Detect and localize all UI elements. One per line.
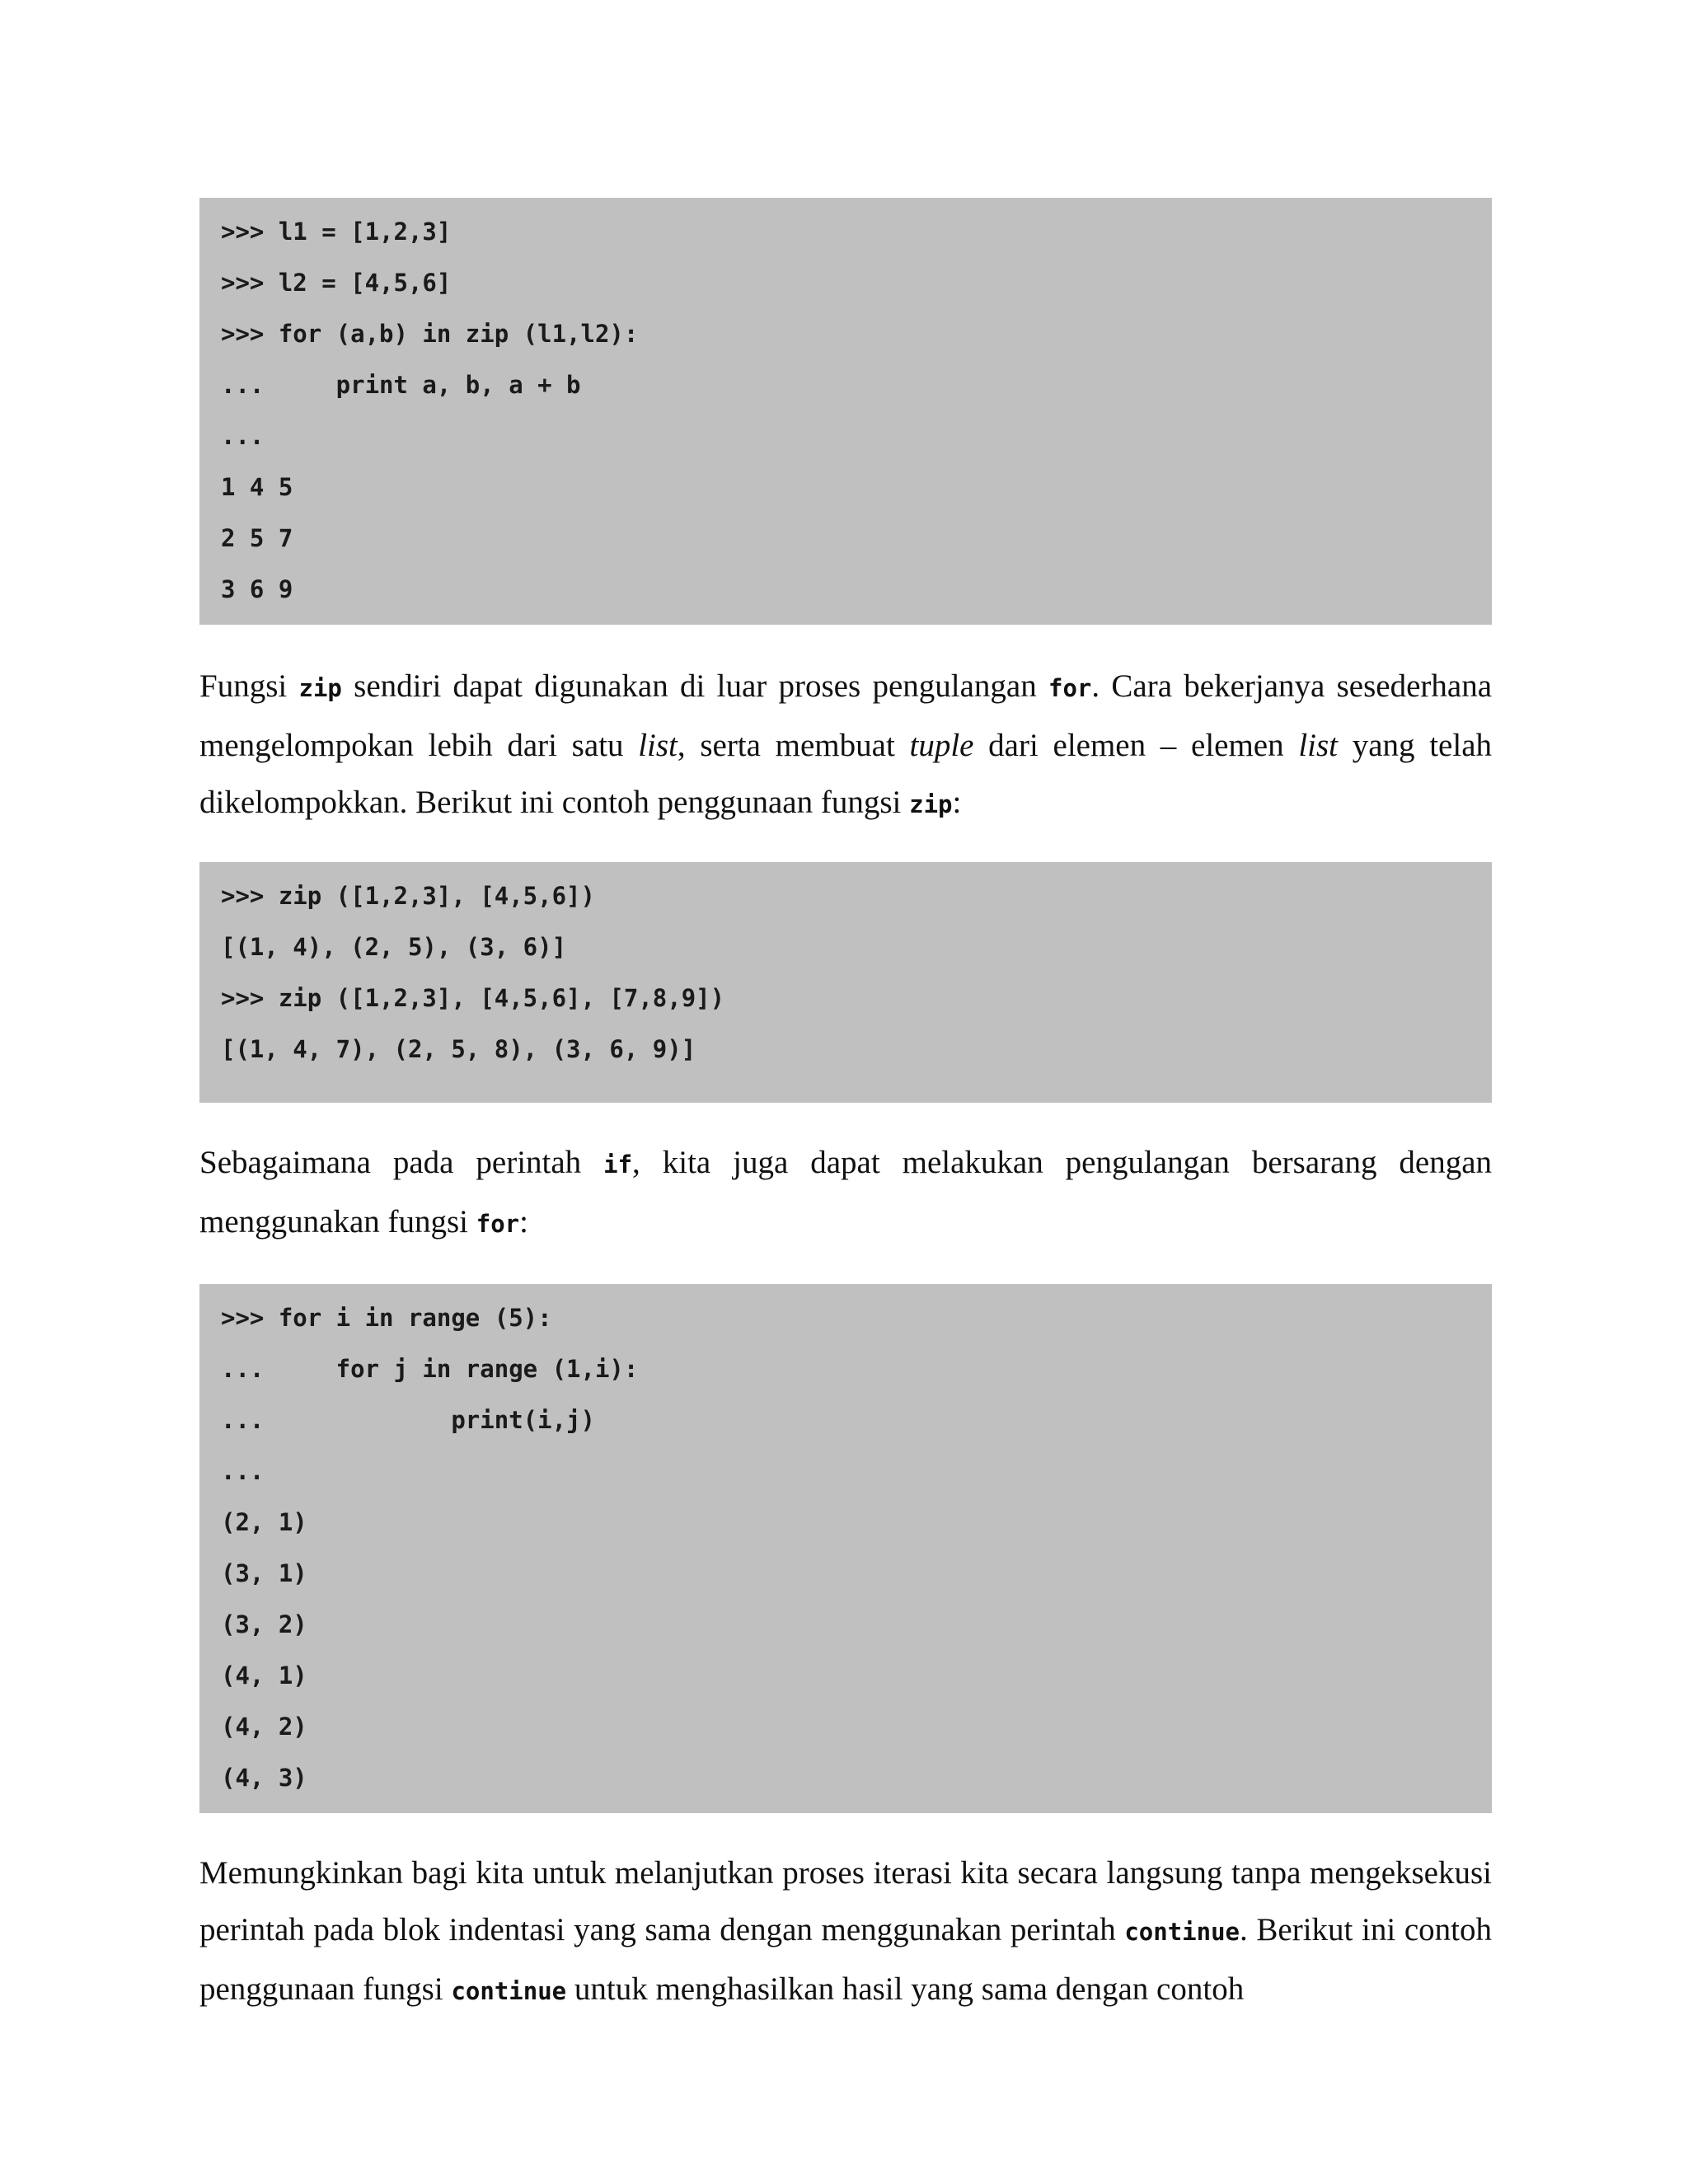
code-line: >>> zip ([1,2,3], [4,5,6])	[221, 882, 595, 910]
inline-code: for	[1048, 674, 1092, 702]
paragraph-continue	[199, 1844, 1492, 2020]
italic-term: list	[1298, 728, 1338, 763]
code-line: >>> zip ([1,2,3], [4,5,6], [7,8,9])	[221, 984, 725, 1012]
text-span: Sebagaimana pada perintah	[199, 1145, 604, 1180]
code-line: ... for j in range (1,i):	[221, 1355, 639, 1383]
code-line: (3, 1)	[221, 1559, 307, 1587]
code-line: [(1, 4), (2, 5), (3, 6)]	[221, 933, 567, 961]
text-span: . Cara bekerjanya sesederhana mengelompokan lebih dari satu	[199, 668, 1493, 763]
paragraph-zip-function	[199, 658, 1492, 833]
inline-code: for	[476, 1210, 520, 1238]
text-span: dari elemen – elemen	[973, 728, 1299, 763]
code-block-zip-examples	[199, 862, 1492, 1103]
code-line: (4, 2)	[221, 1713, 307, 1741]
text-span: sendiri dapat digunakan di luar proses pengulangan	[341, 668, 1048, 704]
code-line: >>> for i in range (5):	[221, 1304, 552, 1332]
code-line: 2 5 7	[221, 524, 293, 552]
code-block-nested-for	[199, 1284, 1492, 1813]
inline-code: zip	[909, 790, 953, 818]
text-span: :	[519, 1204, 528, 1240]
code-line: 1 4 5	[221, 473, 293, 501]
text-span: , serta membuat	[677, 728, 910, 763]
text-span: , kita juga dapat melakukan pengulangan bersarang dengan menggunakan fungsi	[199, 1145, 1492, 1240]
text-span: Memungkinkan bagi kita untuk melanjutkan proses iterasi kita secara langsung tanpa mengeksekusi perintah pada blok indentasi yang sama dengan menggunakan perintah	[199, 1855, 1492, 1947]
inline-code: continue	[1124, 1918, 1240, 1946]
text-span: yang telah dikelompokkan. Berikut ini contoh penggunaan fungsi	[199, 728, 1493, 820]
code-line: ...	[221, 1457, 265, 1485]
code-line: >>> l2 = [4,5,6]	[221, 269, 452, 297]
code-line: ... print a, b, a + b	[221, 371, 581, 399]
document-page	[199, 198, 1492, 2020]
code-line: >>> for (a,b) in zip (l1,l2):	[221, 320, 639, 348]
italic-term: list	[638, 728, 678, 763]
code-line: ... print(i,j)	[221, 1406, 595, 1434]
code-line: (3, 2)	[221, 1610, 307, 1638]
text-span: . Berikut ini contoh penggunaan fungsi	[199, 1912, 1492, 2007]
inline-code: if	[603, 1151, 633, 1179]
text-span: untuk menghasilkan hasil yang sama dengan contoh	[566, 1971, 1245, 2007]
paragraph-nested-loop	[199, 1134, 1492, 1253]
code-line: (4, 1)	[221, 1661, 307, 1690]
italic-term: tuple	[909, 728, 974, 763]
code-block-zip-loop	[199, 198, 1492, 625]
text-span: :	[952, 785, 962, 820]
code-line: (4, 3)	[221, 1764, 307, 1792]
code-line: (2, 1)	[221, 1508, 307, 1536]
inline-code: continue	[451, 1977, 567, 2005]
code-line: [(1, 4, 7), (2, 5, 8), (3, 6, 9)]	[221, 1035, 696, 1063]
inline-code: zip	[298, 674, 342, 702]
text-span: Fungsi	[199, 668, 299, 704]
code-line: >>> l1 = [1,2,3]	[221, 218, 452, 246]
code-line: 3 6 9	[221, 575, 293, 603]
code-line: ...	[221, 422, 265, 450]
